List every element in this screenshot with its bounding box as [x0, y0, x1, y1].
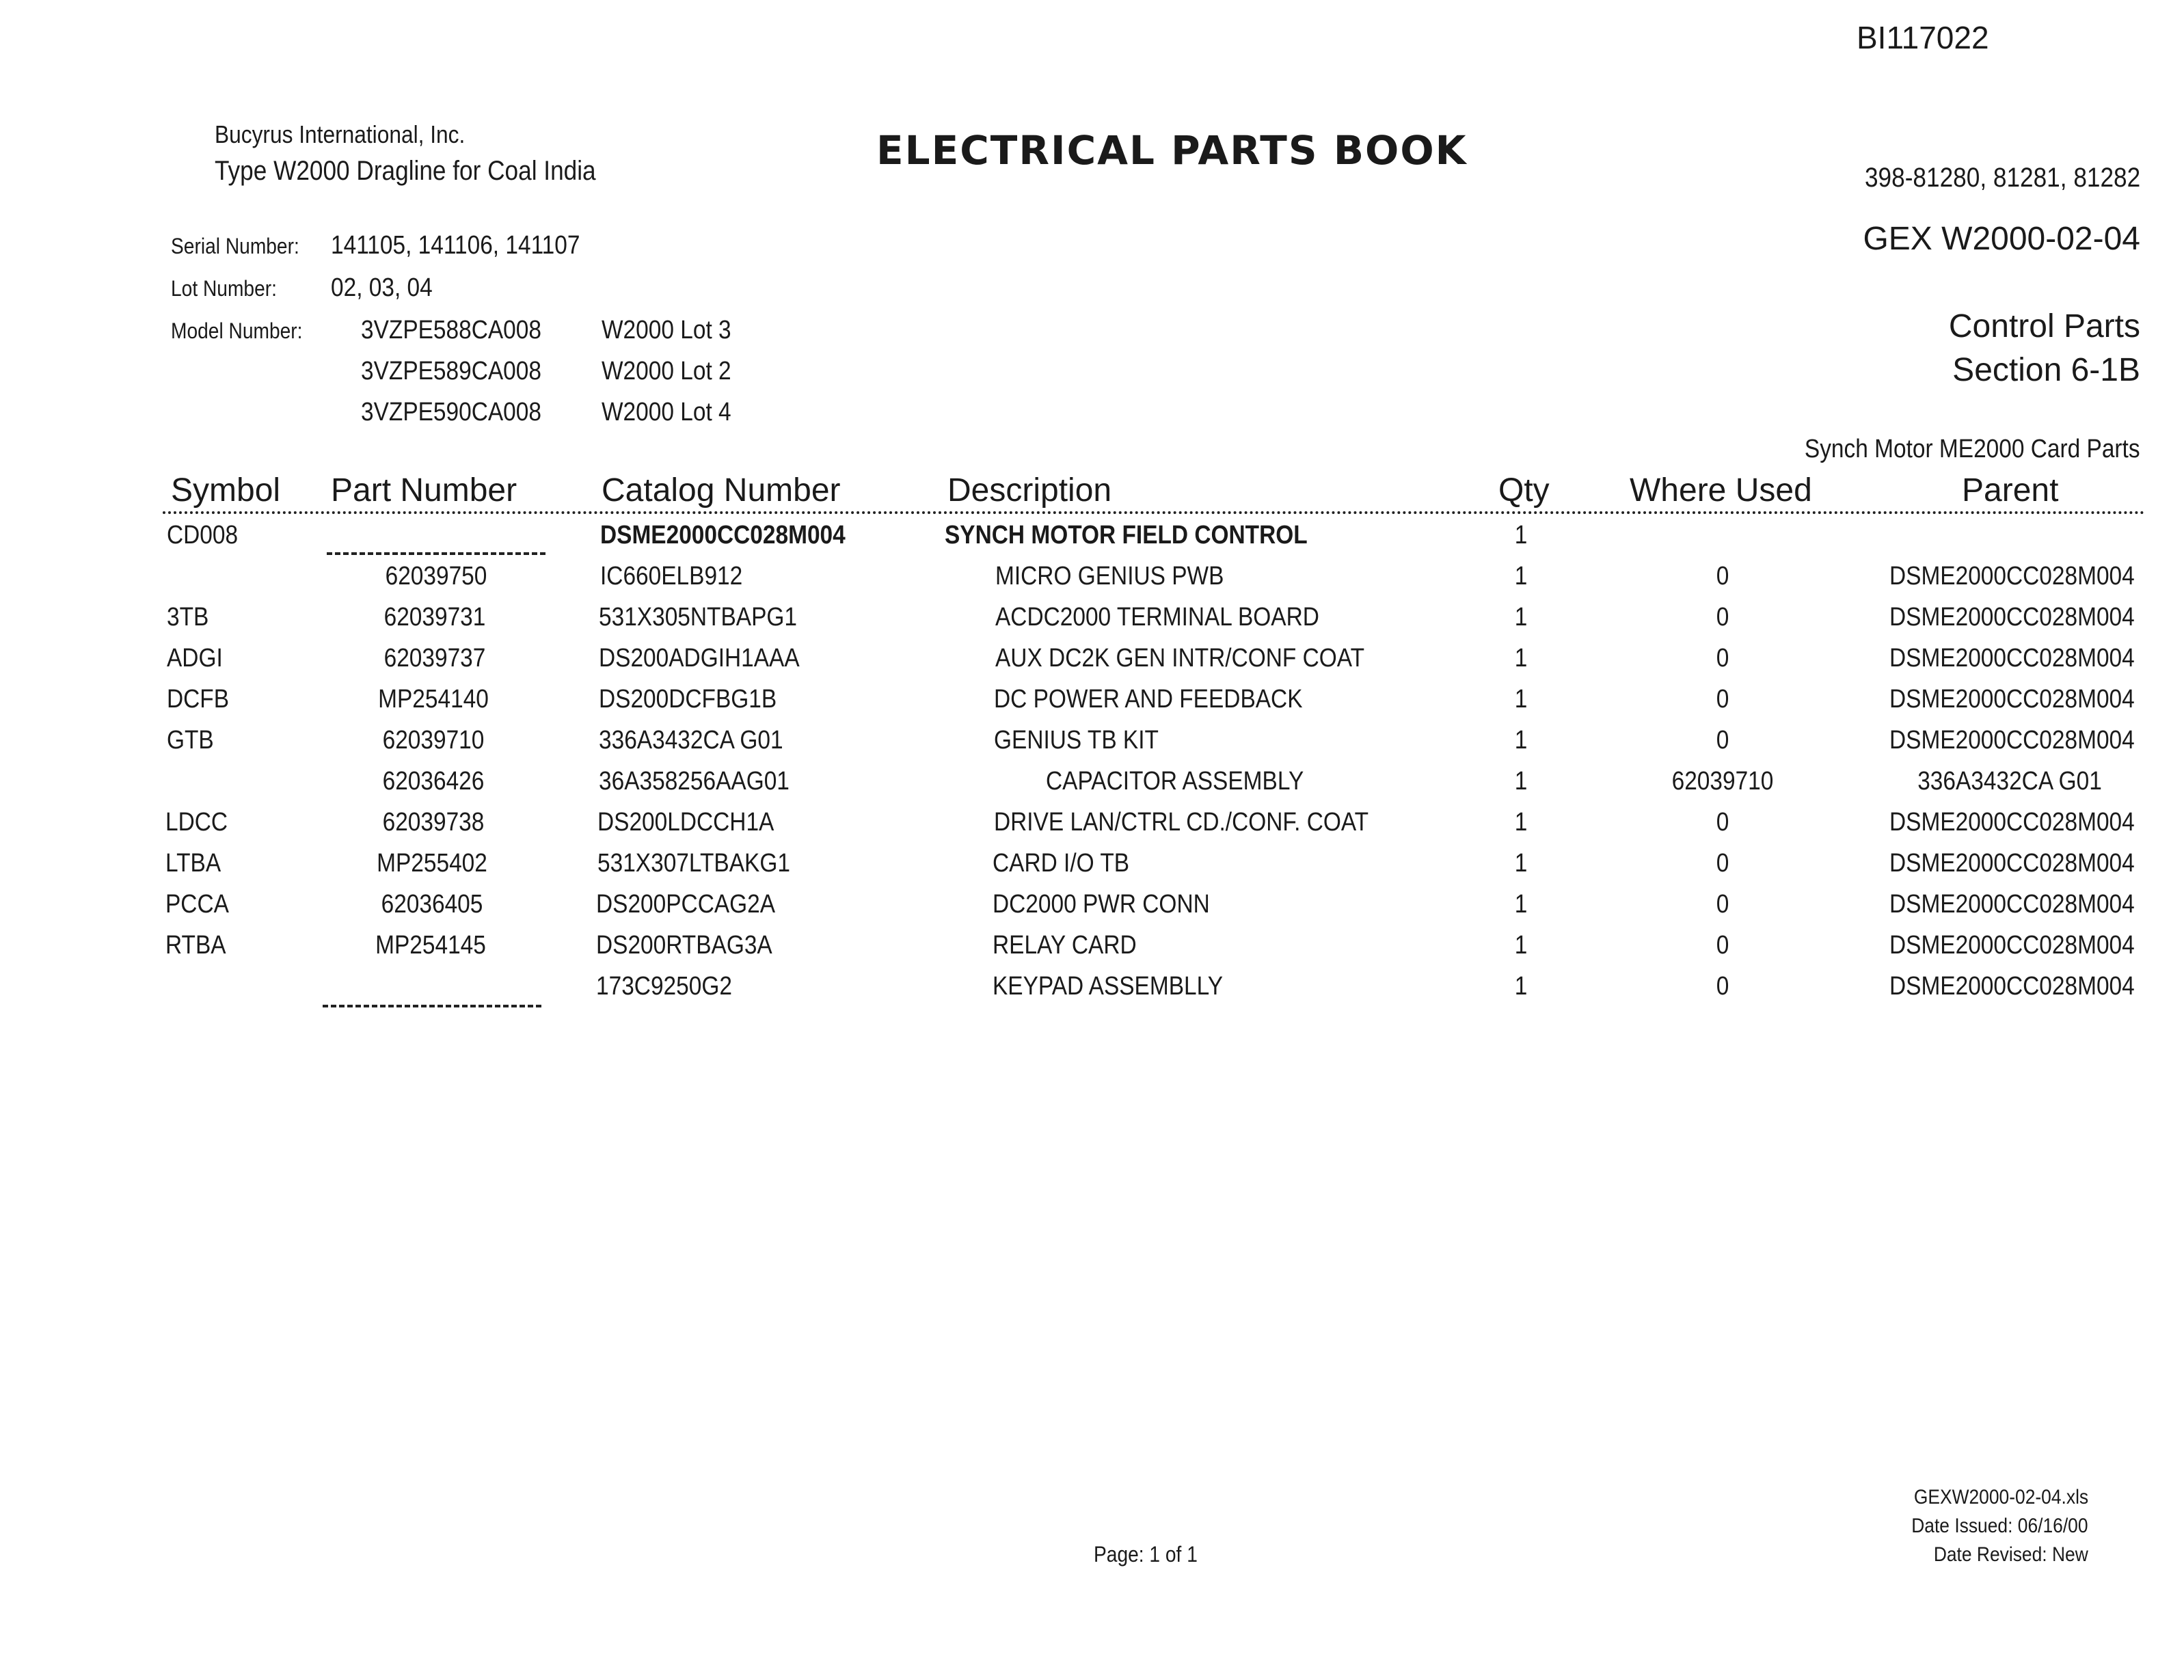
- lot-number-value: 02, 03, 04: [331, 273, 433, 302]
- table-row-qty: 1: [1514, 644, 1528, 673]
- part-range: 398-81280, 81281, 81282: [1864, 163, 2140, 193]
- table-row-description: DRIVE LAN/CTRL CD./CONF. COAT: [994, 808, 1369, 837]
- table-row-catalog: 531X305NTBAPG1: [599, 603, 797, 632]
- document-title: ELECTRICAL PARTS BOOK: [876, 127, 1468, 174]
- header-where-used: Where Used: [1630, 472, 1812, 509]
- footer-date-revised: Date Revised: New: [1934, 1543, 2088, 1566]
- table-row-where-used: 0: [1716, 562, 1729, 591]
- table-row-where-used: 0: [1716, 931, 1729, 960]
- table-row-qty: 1: [1514, 603, 1528, 632]
- table-row-catalog: 531X307LTBAKG1: [597, 849, 790, 878]
- table-row-parent: 336A3432CA G01: [1917, 767, 2102, 796]
- table-row-description: RELAY CARD: [993, 931, 1137, 960]
- table-row-part: 62039737: [383, 644, 486, 673]
- table-row-qty: 1: [1514, 726, 1528, 755]
- company-name: Bucyrus International, Inc.: [215, 120, 466, 148]
- table-row-description: CARD I/O TB: [993, 849, 1130, 878]
- serial-number-value: 141105, 141106, 141107: [331, 231, 580, 260]
- table-row-catalog: DS200DCFBG1B: [599, 685, 777, 714]
- table-row-description: MICRO GENIUS PWB: [995, 562, 1224, 591]
- model-lot: W2000 Lot 2: [602, 357, 731, 385]
- table-row-part: MP255402: [377, 849, 487, 878]
- table-row-symbol: LTBA: [165, 849, 221, 878]
- table-row-parent: DSME2000CC028M004: [1889, 808, 2135, 837]
- section-title: Control Parts: [1948, 308, 2140, 344]
- table-row-parent: DSME2000CC028M004: [1889, 644, 2135, 673]
- header-parent: Parent: [1962, 472, 2059, 509]
- table-row-catalog: DSME2000CC028M004: [600, 521, 846, 550]
- table-row-symbol: DCFB: [167, 685, 230, 714]
- table-row-part: 62039710: [382, 726, 485, 755]
- table-row-qty: 1: [1514, 890, 1528, 919]
- table-row-description: ACDC2000 TERMINAL BOARD: [995, 603, 1319, 632]
- table-row-description: DC POWER AND FEEDBACK: [994, 685, 1303, 714]
- table-row-where-used: 62039710: [1671, 767, 1774, 796]
- table-row-qty: 1: [1514, 808, 1528, 837]
- table-row-qty: 1: [1514, 685, 1528, 714]
- table-row-description: DC2000 PWR CONN: [993, 890, 1210, 919]
- table-row-description: AUX DC2K GEN INTR/CONF COAT: [995, 644, 1365, 673]
- table-row-part: MP254145: [375, 931, 486, 960]
- table-row-part: 62039738: [382, 808, 485, 837]
- table-row-parent: DSME2000CC028M004: [1889, 603, 2135, 632]
- table-row-symbol: 3TB: [167, 603, 209, 632]
- company-subtitle: Type W2000 Dragline for Coal India: [215, 156, 596, 186]
- table-row-part: 62039750: [385, 562, 487, 591]
- model-lot: W2000 Lot 4: [602, 398, 731, 426]
- header-description: Description: [947, 472, 1112, 509]
- table-row-parent: DSME2000CC028M004: [1889, 685, 2135, 714]
- part-group-bottom-divider: [323, 1005, 541, 1007]
- table-row-description: KEYPAD ASSEMBLLY: [993, 972, 1224, 1001]
- table-row-where-used: 0: [1716, 685, 1729, 714]
- table-row-parent: DSME2000CC028M004: [1889, 890, 2135, 919]
- page-number: Page: 1 of 1: [1094, 1542, 1198, 1567]
- header-part-number: Part Number: [331, 472, 517, 509]
- table-row-qty: 1: [1514, 972, 1528, 1001]
- table-row-parent: DSME2000CC028M004: [1889, 726, 2135, 755]
- model-number: 3VZPE588CA008: [361, 316, 541, 344]
- table-row-catalog: DS200PCCAG2A: [596, 890, 776, 919]
- document-id: BI117022: [1857, 20, 1989, 55]
- table-row-part: MP254140: [378, 685, 489, 714]
- header-symbol: Symbol: [171, 472, 281, 509]
- footer-filename: GEXW2000-02-04.xls: [1913, 1486, 2088, 1508]
- table-row-catalog: DS200ADGIH1AAA: [599, 644, 800, 673]
- table-row-parent: DSME2000CC028M004: [1889, 562, 2135, 591]
- model-number-label: Model Number:: [171, 319, 303, 343]
- table-row-where-used: 0: [1716, 972, 1729, 1001]
- table-row-where-used: 0: [1716, 726, 1729, 755]
- table-row-catalog: DS200RTBAG3A: [596, 931, 772, 960]
- model-number: 3VZPE589CA008: [361, 357, 541, 385]
- model-lot: W2000 Lot 3: [602, 316, 731, 344]
- table-row-description: SYNCH MOTOR FIELD CONTROL: [945, 521, 1308, 550]
- header-divider: [163, 511, 2146, 514]
- header-catalog-number: Catalog Number: [602, 472, 841, 509]
- table-row-catalog: IC660ELB912: [600, 562, 743, 591]
- table-row-description: CAPACITOR ASSEMBLY: [1046, 767, 1304, 796]
- table-row-catalog: 173C9250G2: [596, 972, 732, 1001]
- table-row-symbol: RTBA: [165, 931, 226, 960]
- subsection-title: Synch Motor ME2000 Card Parts: [1805, 435, 2140, 463]
- table-row-part: 62036426: [382, 767, 485, 796]
- table-row-where-used: 0: [1716, 644, 1729, 673]
- table-row-catalog: 36A358256AAG01: [599, 767, 790, 796]
- footer-date-issued: Date Issued: 06/16/00: [1911, 1515, 2088, 1537]
- table-row-symbol: CD008: [167, 521, 239, 550]
- table-row-where-used: 0: [1716, 603, 1729, 632]
- part-group-top-divider: [327, 552, 545, 555]
- table-row-parent: DSME2000CC028M004: [1889, 931, 2135, 960]
- table-row-parent: DSME2000CC028M004: [1889, 849, 2135, 878]
- table-row-symbol: LDCC: [165, 808, 228, 837]
- gex-code: GEX W2000-02-04: [1863, 221, 2140, 257]
- lot-number-label: Lot Number:: [171, 276, 277, 301]
- table-row-part: 62036405: [381, 890, 483, 919]
- table-row-qty: 1: [1514, 849, 1528, 878]
- table-row-where-used: 0: [1716, 808, 1729, 837]
- table-row-symbol: GTB: [167, 726, 214, 755]
- table-row-catalog: DS200LDCCH1A: [597, 808, 774, 837]
- table-row-symbol: PCCA: [165, 890, 229, 919]
- section-number: Section 6-1B: [1952, 352, 2140, 388]
- model-number: 3VZPE590CA008: [361, 398, 541, 426]
- table-row-part: 62039731: [383, 603, 486, 632]
- header-qty: Qty: [1498, 472, 1550, 509]
- table-row-qty: 1: [1514, 767, 1528, 796]
- table-row-parent: DSME2000CC028M004: [1889, 972, 2135, 1001]
- table-row-description: GENIUS TB KIT: [994, 726, 1159, 755]
- table-row-qty: 1: [1514, 931, 1528, 960]
- table-row-where-used: 0: [1716, 890, 1729, 919]
- table-row-where-used: 0: [1716, 849, 1729, 878]
- table-row-catalog: 336A3432CA G01: [599, 726, 783, 755]
- table-row-symbol: ADGI: [167, 644, 223, 673]
- serial-number-label: Serial Number:: [171, 234, 299, 258]
- table-row-qty: 1: [1514, 562, 1528, 591]
- table-row-qty: 1: [1514, 521, 1528, 550]
